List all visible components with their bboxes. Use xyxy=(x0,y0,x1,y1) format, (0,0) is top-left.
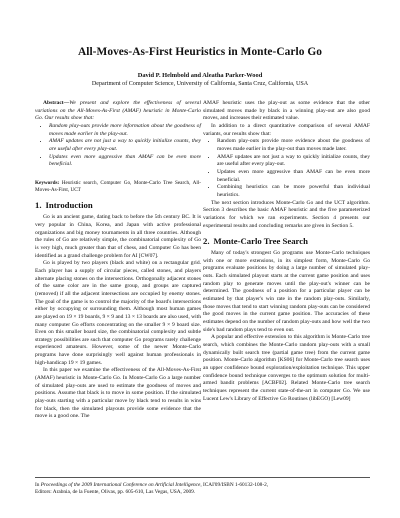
paragraph: Go is an ancient game, dating back to before the 5th century BC. It is very popular in China, Korea, and Japan with active professional organizations and big money tournaments in all three countries. Although the rules of Go are relatively simple, the combinatorial complexity of Go is very high, much greater than that of chess, and Computer Go has been identified as a grand challenge problem for AI [CW07]. xyxy=(35,214,201,259)
results-bullet: • Updates even more aggressive than AMAF can be even more beneficial. xyxy=(217,169,370,184)
section-number: 2. xyxy=(203,236,210,247)
abstract-bullets xyxy=(35,123,201,169)
abstract-intro: We present and explore the effectiveness of several variations on the All-Moves-As-First (AMAF) heuristic in Monte-Carlo Go. Our results show that: xyxy=(35,100,201,122)
abstract-bullet: • Updates even more aggressive than AMAF can be even more beneficial. xyxy=(49,154,201,169)
footer-line-2: Editors: Arabnia, de la Fuente, Olivas, pp. 605-610, Las Vegas, USA, 2009. xyxy=(35,489,196,496)
footer-venue: Proceedings of the 2009 International Conference on Artificial Intelligence xyxy=(40,482,201,488)
proceedings-footer xyxy=(35,477,370,497)
left-column xyxy=(35,100,201,421)
author-affiliation: Department of Computer Science, University of California, Santa Cruz, California, USA xyxy=(91,81,309,87)
abstract-label: Abstract— xyxy=(43,100,70,106)
section-title: Monte-Carlo Tree Search xyxy=(213,236,308,247)
section-number: 1. xyxy=(35,200,42,211)
footer-line-1 xyxy=(35,482,370,489)
paragraph: Many of today's strongest Go programs use Monte-Carlo techniques with one or more extensions, in its simplest form, Monte-Carlo Go programs evaluate positions by doing a large number of simulated play-outs. Each simulated playout starts at the current game position and uses random play to generate moves until the play-out's winner can be determined. The goodness of a position for a particular player can be estimated by that player's win rate in the random play-outs. Similarly, those moves that tend to start winning random play-outs can be considered the good moves in the current game position. The accuracies of these estimates depend on the number of random play-outs and how well the two side's bad random plays tend to even out. xyxy=(203,250,370,333)
footer-rest: , ICAI'09/ISBN 1-60132-108-2, xyxy=(200,482,269,488)
paper-title: All-Moves-As-First Heuristics in Monte-Carlo Go xyxy=(77,46,323,58)
paragraph: A popular and effective extension to this algorithm is Monte-Carlo tree search, which combines the Monte-Carlo random play-outs with a small dynamically built search tree (partial game tree) from the current game position. Monte-Carlo algorithm [KS06] for Monte-Carlo tree search uses an upper confidence bound exploration/exploitation technique. This upper confidence bound technique converges to the optimum solution for multi-armed bandit problems [ACBF02]. Related Monte-Carlo tree search techniques represent the current state-of-the-art in computer Go. We use Lucent Lew's Library of Effective Go Routines (libEGO) [Lew09] xyxy=(203,334,370,402)
results-bullet: • AMAF updates are not just a way to quickly initialize counts, they are useful after every play-out. xyxy=(217,154,370,169)
paragraph: In this paper we examine the effectiveness of the All-Moves-As-First (AMAF) heuristic in Monte-Carlo Go. In Monte-Carlo Go a large number of simulated play-outs are used to estimate the goodness of moves and positions. Assume that black is to move in some position. If the simulated play-outs starting with a particular move by black tend to results in wins for black, then the simulated playouts provide some evidence that the move is a good one. The xyxy=(35,367,201,420)
paragraph: Go is played by two players (black and white) on a rectangular grid. Each player has a supply of circular pieces, called stones, and players alternate placing stones on the intersections. Orthogonally adjacent stones of the same color are in the same group, and groups are captured (removed) if all the adjacent intersections are occupied by enemy stones. The goal of the game is to control the majority of the board's intersections either by occupying or surrounding them. Although most human games are played on 19 × 19 boards, 9 × 9 and 13 × 13 boards are also used, with many computer Go efforts concentrating on the smaller 9 × 9 board size. Even on this smaller board size, the combinatorial complexity and subtle strategy possibilities are such that computer Go programs rarely challenge experienced amateurs. However, some of the newer Monte-Carlo programs have done surprisingly well against human professionals in high-handicap 19 × 19 games. xyxy=(35,260,201,366)
results-bullets xyxy=(203,138,370,199)
keywords-label: Keywords: xyxy=(35,179,60,186)
paragraph: The next section introduces Monte-Carlo Go and the UCT algorithm. Section 3 describes the basic AMAF heuristic and the five parameterized variations for which we ran experiments. Section 4 presents our experimental results and concluding remarks are given in Section 5. xyxy=(203,199,370,229)
footer-prefix: In xyxy=(35,482,41,488)
right-column xyxy=(203,100,370,403)
paper-authors: David P. Helmbold and Aleatha Parker-Wood xyxy=(137,72,263,79)
section-heading-mcts xyxy=(203,236,370,246)
keywords xyxy=(35,180,201,194)
abstract-bullet: • AMAF updates are not just a way to quickly initialize counts, they are useful after every play-out. xyxy=(49,138,201,153)
section-heading-introduction xyxy=(35,200,201,210)
results-bullet: • Combining heuristics can be more powerful than individual heuristics. xyxy=(217,184,370,199)
keywords-text: Heuristic search, Computer Go, Monte-Carlo Tree Search, All-Moves-As-First, UCT xyxy=(35,179,201,194)
paragraph: In addition to a direct quantitative comparison of several AMAF variants, our results show that: xyxy=(203,122,370,137)
paragraph: AMAF heuristic uses the play-out as some evidence that the other simulated moves made by black in a winning play-out are also good moves, and increases their estimated value. xyxy=(203,100,370,122)
results-bullet: • Random play-outs provide more evidence about the goodness of moves made earlier in the play-out than moves made later. xyxy=(217,138,370,153)
abstract-bullet: • Random play-outs provide more information about the goodness of moves made earlier in the play-out. xyxy=(49,123,201,138)
section-title: Introduction xyxy=(45,200,93,211)
abstract xyxy=(35,100,201,123)
